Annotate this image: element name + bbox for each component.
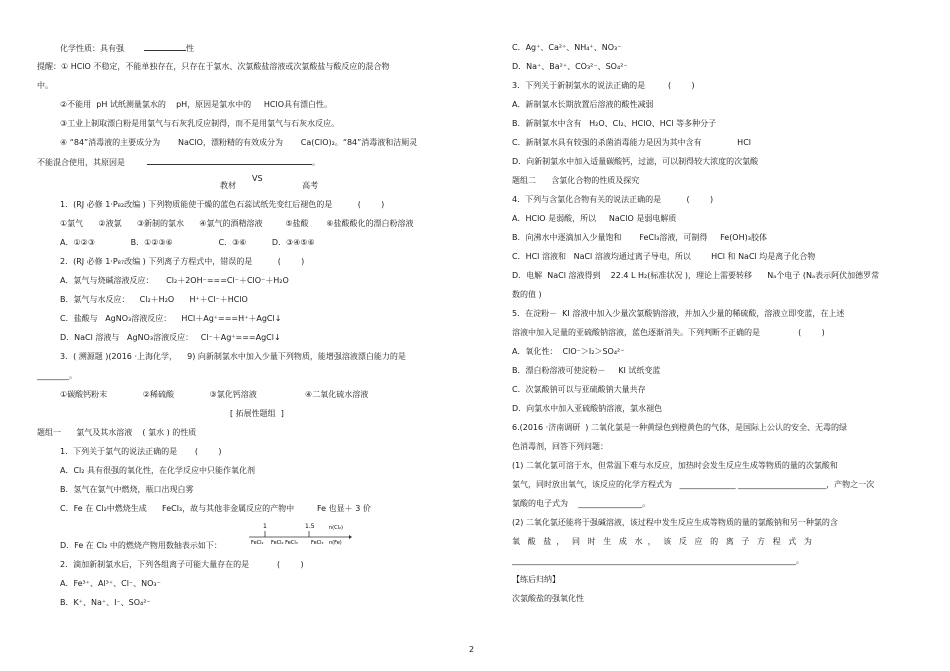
text-line: 教材 高考 — [220, 181, 319, 190]
text-line: ①碳酸钙粉末 ②稀硫酸 ③氯化钙溶液 ④二氧化硫水溶液 — [60, 390, 369, 399]
text-line: D．Na⁺、Ba²⁺、CO₃²⁻、SO₄²⁻ — [512, 62, 628, 71]
text-line: (1) 二氧化氯可溶于水，但常温下难与水反应，加热时会发生反应生成等物质的量的次氯酸和 — [512, 461, 838, 470]
text-line: D．Fe 在 Cl₂ 中的燃烧产物用数轴表示如下： — [60, 541, 222, 550]
text-line: D．NaCl 溶液与 AgNO₃溶液反应： Cl⁻＋Ag⁺===AgCl↓ — [60, 333, 281, 342]
text-line: D．电解 NaCl 溶液得到 22.4 L H₂(标准状况 )，理论上需要转移 Nₐ个电子 (Nₐ表示阿伏加德罗常 — [512, 271, 880, 280]
text-line: B．氢气在氯气中燃烧，瓶口出现白雾 — [60, 485, 194, 494]
text-line: 题组一 氯气及其水溶液 ( 氯水 ) 的性质 — [37, 428, 197, 437]
text-line: 不能混合使用，其原因是 。 — [37, 158, 320, 167]
text-line: 溶液中加入足量的亚硫酸钠溶液，蓝色逐渐消失。下列判断不正确的是 ( ) — [512, 328, 825, 337]
text-line: A．氧化性： ClO⁻＞I₂＞SO₄²⁻ — [512, 347, 625, 356]
text-line: 次氯酸盐的强氧化性 — [512, 594, 584, 603]
page-number: 2 — [469, 645, 475, 654]
text-line: (2) 二氧化氯还能将于强碱溶液，该过程中发生反应生成等物质的量的氯酸钠和另一种氯的含 — [512, 518, 838, 527]
text-line: D．向新制氯水中加入适量碳酸钙，过滤，可以制得较大浓度的次氯酸 — [512, 157, 759, 166]
text-line: 化学性质：具有强 性 — [60, 44, 194, 53]
text-line: A．氯气与烧碱溶液反应： Cl₂＋2OH⁻===Cl⁻＋ClO⁻＋H₂O — [60, 276, 289, 285]
text-line: 氯气，同时放出氧气，该反应的化学方程式为 ______________ ______________________，产物之一次 — [512, 480, 875, 489]
segment-label: FeCl₂ — [251, 540, 264, 545]
text-line: 题组二 含氯化合物的性质及探究 — [512, 176, 640, 185]
text-line: 2．滴加新制氯水后，下列各组离子可能大量存在的是 ( ) — [60, 560, 304, 569]
text-line: 2．(RJ 必修 1·P₈₇改编 ) 下列离子方程式中，错误的是 ( ) — [60, 257, 305, 266]
tick-label: 1.5 — [305, 523, 315, 530]
text-line: A．HClO 是弱酸，所以 NaClO 是弱电解质 — [512, 214, 677, 223]
text-line: ②不能用 pH 试纸测量氯水的 pH，原因是氯水中的 HClO具有漂白性。 — [60, 100, 332, 109]
text-line: A．Cl₂ 具有很强的氧化性，在化学反应中只能作氧化剂 — [60, 466, 256, 475]
text-line: B．漂白粉溶液可使淀粉－ KI 试纸变蓝 — [512, 366, 661, 375]
text-line: 5．在淀粉－ KI 溶液中加入少量次氯酸钠溶液，并加入少量的稀硫酸，溶液立即变蓝，在上述 — [512, 309, 845, 318]
ratio-label-bottom: n(Fe) — [329, 540, 342, 545]
text-line: 6.(2016 ·济南调研 ) 二氧化氯是一种黄绿色到橙黄色的气体，是国际上公认的安全、无毒的绿 — [512, 423, 847, 432]
text-line: ①氯气 ②液氯 ③新制的氯水 ④氯气的酒精溶液 ⑤盐酸 ⑥盐酸酸化的漂白粉溶液 — [60, 219, 414, 228]
tick-label: 1 — [263, 523, 267, 530]
text-line: A．新制氯水长期放置后溶液的酸性减弱 — [512, 100, 654, 109]
text-line: 中。 — [37, 81, 53, 90]
text-line: 【练后归纳】 — [512, 575, 560, 584]
text-line: C．次氯酸钠可以与亚硫酸钠大量共存 — [512, 385, 646, 394]
text-line: B．K⁺、Na⁺、I⁻、SO₄²⁻ — [60, 598, 151, 607]
text-line: C．盐酸与 AgNO₃溶液反应： HCl＋Ag⁺===H⁺＋AgCl↓ — [60, 314, 282, 323]
number-line-svg — [247, 517, 352, 545]
text-line: _______________________________________________________________________。 — [512, 556, 804, 565]
text-line: 色消毒剂，回答下列问题： — [512, 442, 608, 451]
text-line: 氧 酸 盐 ， 同 时 生 成 水 ， 该 反 应 的 离 子 方 程 式 为 — [512, 537, 812, 546]
text-line: VS — [252, 174, 263, 183]
number-line-diagram — [247, 517, 352, 545]
text-line: A．①②③ B．①②③⑥ C．③⑥ D．③④⑤⑥ — [60, 238, 315, 247]
text-line: D．向氯水中加入亚硫酸钠溶液，氯水褪色 — [512, 404, 663, 413]
text-line: 3．( 溯源题 )(2016 ·上海化学， 9) 向新制氯水中加入少量下列物质，能增强溶液漂白能力的是 — [60, 352, 406, 361]
text-line: 数的值 ) — [512, 290, 542, 299]
text-line: ________。 — [37, 371, 77, 380]
text-line: 1．(RJ 必修 1·P₈₂改编 ) 下列物质能使干燥的蓝色石蕊试纸先变红后褪色的是 ( ) — [60, 200, 385, 209]
segment-label: FeCl₃ — [311, 540, 324, 545]
text-line: [ 拓展性题组 ] — [230, 409, 284, 418]
segment-label: FeCl₂ FeCl₃ — [271, 540, 298, 545]
text-line: C．Ag⁺、Ca²⁺、NH₄⁺、NO₃⁻ — [512, 43, 622, 52]
text-line: B．氯气与水反应： Cl₂＋H₂O H⁺＋Cl⁻＋HClO — [60, 295, 248, 304]
text-line: ④ “84”消毒液的主要成分为 NaClO，漂粉精的有效成分为 Ca(ClO)₂。“84”消毒液和洁厕灵 — [60, 138, 418, 147]
text-line: 4．下列与含氯化合物有关的说法正确的是 ( ) — [512, 195, 714, 204]
text-line: C．Fe 在 Cl₂中燃烧生成 FeCl₃，故与其他非金属反应的产物中 Fe 也显＋ 3 价 — [60, 504, 371, 513]
text-line: 氯酸的电子式为 ________________。 — [512, 499, 651, 508]
text-line: ③工业上制取漂白粉是用氯气与石灰乳反应制得，而不是用氯气与石灰水反应。 — [60, 119, 340, 128]
text-line: A．Fe³⁺、Al³⁺、Cl⁻、NO₃⁻ — [60, 579, 161, 588]
text-line: 提醒：① HClO 不稳定，不能单独存在，只存在于氯水、次氯酸盐溶液或次氯酸盐与酸反应的混合物 — [37, 62, 390, 71]
ratio-label-top: n(Cl₂) — [329, 525, 343, 531]
text-line: 1．下列关于氯气的说法正确的是 ( ) — [60, 447, 222, 456]
text-line: B．新制氯水中含有 H₂O、Cl₂、HClO、HCl 等多种分子 — [512, 119, 717, 128]
text-line: 3．下列关于新制氯水的说法正确的是 ( ) — [512, 81, 695, 90]
text-line: C．HCl 溶液和 NaCl 溶液均通过离子导电，所以 HCl 和 NaCl 均是离子化合物 — [512, 252, 816, 261]
text-line: B．向沸水中逐滴加入少量饱和 FeCl₃溶液，可制得 Fe(OH)₃胶体 — [512, 233, 767, 242]
text-line: C．新制氯水具有较强的杀菌消毒能力是因为其中含有 HCl — [512, 138, 752, 147]
